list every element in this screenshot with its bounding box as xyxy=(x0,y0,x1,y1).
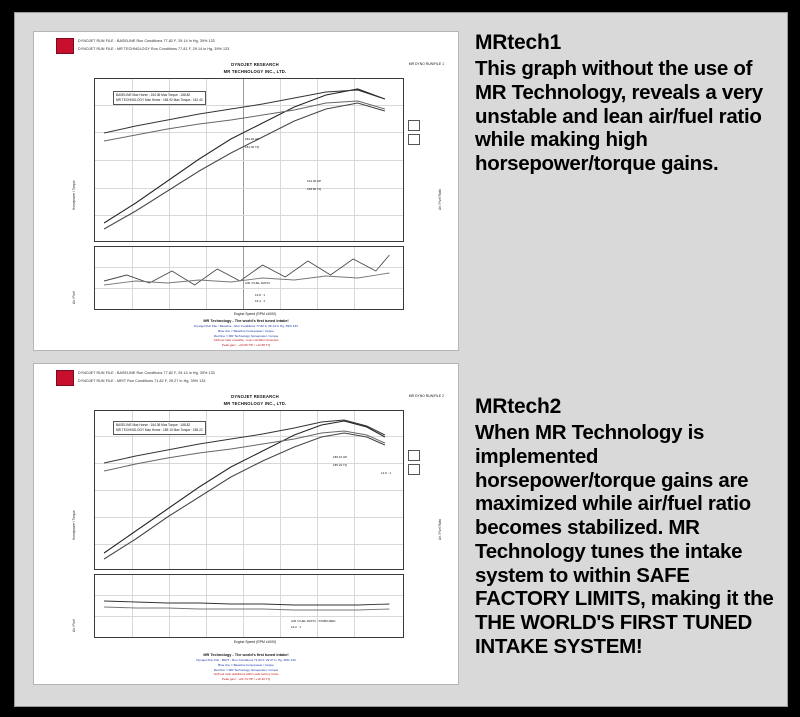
sheet2-corner-note: MR DYNO RUN/FILE 2 xyxy=(408,394,444,398)
sheet1-afr-note: AIR / FUEL RATIO xyxy=(245,281,270,285)
sheet1-plot-area xyxy=(64,60,446,316)
sheet1-header xyxy=(34,32,458,58)
sheet1-y-axis-left-label: Horsepower / Torque xyxy=(72,180,76,210)
sheet1-data-tag-4: 168.82 TQ xyxy=(307,187,322,191)
sheet2-foot-blue-2: Blue line = Baseline horsepower / torque xyxy=(218,662,274,667)
sheet1-header-line-1: DYNOJET RUN FILE : BASELINE Run Conditions 77.82 F, 29.14 in Hg, 39% 133 xyxy=(78,39,215,43)
sheet2-legend xyxy=(113,421,206,435)
sheet1-sidebox-1 xyxy=(408,120,420,131)
sheet1-corner-note: MR DYNO RUN/FILE 1 xyxy=(408,62,444,66)
sheet2-header-line-2: DYNOJET RUN FILE : MR/T Run Conditions 71.82 F, 29.27 in Hg, 39% 133 xyxy=(78,379,206,383)
sheet1-foot-red-2: Peak gain : +20.56 HP / +12.58 TQ xyxy=(221,343,271,348)
sheet2-main-panel xyxy=(94,410,404,570)
sheet2-legend-line-1: BASELINE Max Horse : 164.36 Max Torque : 168.82 xyxy=(116,423,191,427)
sheet1-legend-line-1: BASELINE Max Horse : 164.36 Max Torque : 168.82 xyxy=(116,93,191,97)
sheet1-data-tag-2: 181.40 TQ xyxy=(245,145,260,149)
sheet2-curves xyxy=(95,411,403,569)
sheet1-chart-title-1: DYNOJET RESEARCH xyxy=(231,62,279,67)
sheet2-x-axis-caption: Engine Speed (RPM x1000) xyxy=(233,640,277,644)
sheet2-y-axis-left-label: Horsepower / Torque xyxy=(72,510,76,540)
dyno-sheet-2 xyxy=(33,363,459,685)
sheet1-legend xyxy=(113,91,206,105)
caption-column-top xyxy=(475,31,771,186)
caption-body-mrtech2: When MR Technology is implemented horsepower/torque gains are maximized while air/fuel ratio becomes stabilized. MR Technology tunes the intake system to within SAFE FACTORY LIMITS, making it the THE WORLD'S FIRST TUNED INTAKE SYSTEM! xyxy=(475,421,774,658)
sheet1-foot-red-1: Air/Fuel ratio unstable - lean condition detected xyxy=(213,338,279,343)
sheet1-data-tag-1: 184.92 HP xyxy=(245,137,260,141)
sheet1-chart-title-2: MR TECHNOLOGY INC., LTD. xyxy=(223,69,287,74)
sheet1-y-axis-right-label: Air / Fuel Ratio xyxy=(438,188,442,210)
sheet1-footer xyxy=(34,319,458,348)
sheet2-afr-panel xyxy=(94,574,404,638)
sheet2-header xyxy=(34,364,458,390)
sheet2-data-tag-2: 185.22 TQ xyxy=(333,463,348,467)
sheet1-afr-axis-label: Air / Fuel xyxy=(72,291,76,304)
sheet1-afr-value-2: 15.4 : 1 xyxy=(255,299,266,303)
caption-body-mrtech1: This graph without the use of MR Technology, reveals a very unstable and lean air/fuel ratio while making high horsepower/torque gains. xyxy=(475,57,763,176)
sheet2-afr-note: AIR / FUEL RATIO - STABILIZED xyxy=(291,619,336,623)
sheet2-afr-curves xyxy=(95,575,403,637)
dynojet-logo-icon xyxy=(56,38,74,54)
caption-title-mrtech2: MRtech2 xyxy=(475,395,562,418)
sheet1-data-tag-3: 164.36 HP xyxy=(307,179,322,183)
sheet2-foot-title: MR Technology - The world's first tuned intake! xyxy=(203,653,289,658)
sheet2-afr-value-1: 13.2 : 1 xyxy=(291,625,302,629)
sheet1-sidebox-2 xyxy=(408,134,420,145)
sheet2-foot-blue-1: Dynojet Run File : MR/T - Run Conditions 71.82 F, 29.27 in Hg, 39% 133 xyxy=(196,658,296,663)
caption-block-mrtech1 xyxy=(475,31,771,176)
dynojet-logo-icon-2 xyxy=(56,370,74,386)
sheet2-sidebox-1 xyxy=(408,450,420,461)
sheet1-foot-title: MR Technology - The world's first tuned intake! xyxy=(203,319,289,324)
sheet2-data-tag-1: 189.10 HP xyxy=(333,455,348,459)
sheet1-x-axis-caption: Engine Speed (RPM x1000) xyxy=(233,312,277,316)
sheet1-legend-line-2: MR TECHNOLOGY Max Horse : 184.92 Max Torque : 181.40 xyxy=(116,97,203,102)
sheet1-afr-curves xyxy=(95,247,403,309)
sheet2-sidebox-2 xyxy=(408,464,420,475)
sheet2-header-line-1: DYNOJET RUN FILE : BASELINE Run Conditions 77.82 F, 29.14 in Hg, 39% 133 xyxy=(78,371,215,375)
caption-block-mrtech2 xyxy=(475,395,775,659)
sheet2-foot-red-1: Air/Fuel ratio stabilized within safe factory limits xyxy=(213,672,279,677)
sheet2-foot-red-2: Peak gain : +24.74 HP / +16.40 TQ xyxy=(221,677,271,682)
sheet2-afr-axis-label: Air / Fuel xyxy=(72,619,76,632)
sheet2-y-axis-right-label: Air / Fuel Ratio xyxy=(438,518,442,540)
sheet2-plot-area xyxy=(64,392,446,646)
sheet1-main-panel xyxy=(94,78,404,242)
sheet2-chart-title-2: MR TECHNOLOGY INC., LTD. xyxy=(223,401,287,406)
sheet1-foot-blue-3: Red line = MR Technology horsepower / torque xyxy=(213,333,279,338)
sheet1-foot-blue-2: Blue line = Baseline horsepower / torque xyxy=(218,328,274,333)
caption-title-mrtech1: MRtech1 xyxy=(475,31,562,54)
sheet1-foot-blue-1: Dynojet Run File : Baseline - Run Conditions 77.82 F, 29.14 in Hg, 39% 133 xyxy=(194,324,298,329)
sheet2-chart-title-1: DYNOJET RESEARCH xyxy=(231,394,279,399)
sheet1-header-line-2: DYNOJET RUN FILE : MR TECHNOLOGY Run Conditions 77.81 F, 29.14 in Hg, 39% 133 xyxy=(78,47,230,51)
sheet2-data-tag-3: 12.9 : 1 xyxy=(381,471,392,475)
sheet2-legend-line-2: MR TECHNOLOGY Max Horse : 189.10 Max Torque : 185.22 xyxy=(116,427,203,432)
caption-column-bottom xyxy=(475,373,775,669)
sheet2-foot-blue-3: Red line = MR Technology horsepower / torque xyxy=(213,667,279,672)
dyno-sheet-1 xyxy=(33,31,459,351)
sheet2-footer xyxy=(34,653,458,682)
sheet1-afr-value-1: 13.8 : 1 xyxy=(255,293,266,297)
poster-frame xyxy=(14,12,788,707)
sheet1-afr-panel xyxy=(94,246,404,310)
